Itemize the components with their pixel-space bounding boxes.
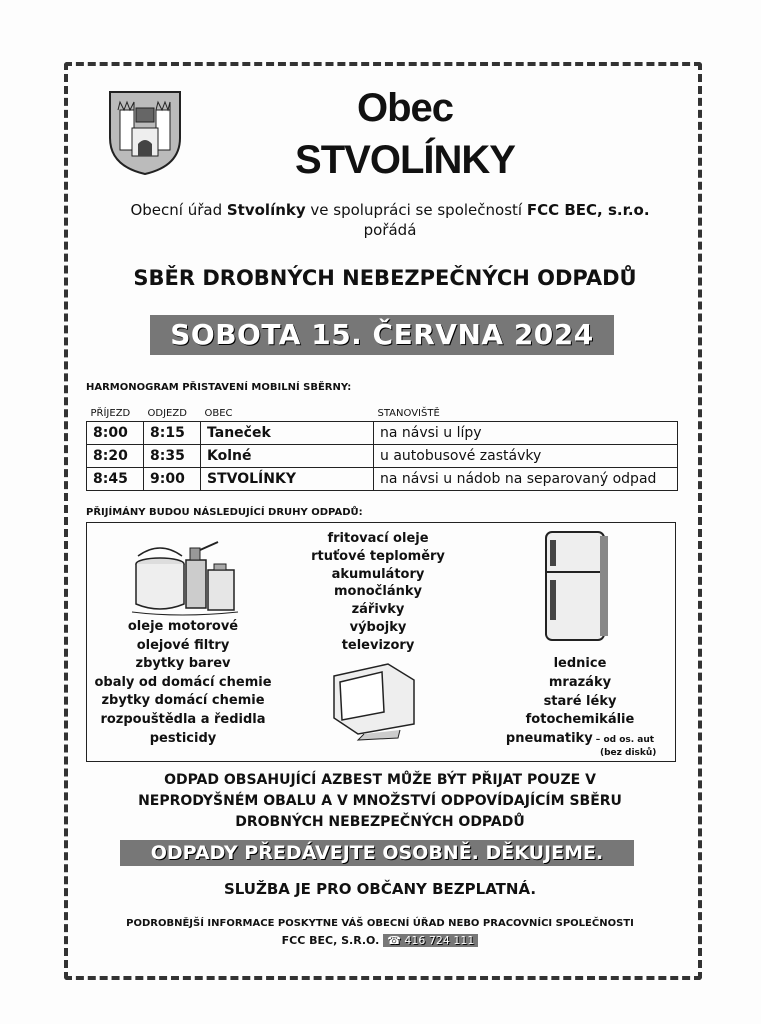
event-headline: SBĚR DROBNÝCH NEBEZPEČNÝCH ODPADŮ bbox=[133, 266, 637, 290]
table-row bbox=[87, 468, 678, 491]
tyres-note: – od os. aut bbox=[592, 735, 655, 746]
intro-middle: ve spolupráci se společností bbox=[305, 201, 527, 219]
list-item: výbojky bbox=[349, 619, 407, 635]
list-item: fritovací oleje bbox=[327, 531, 429, 546]
table-row bbox=[87, 422, 678, 445]
header-depart: ODJEZD bbox=[147, 408, 187, 419]
phone-number: ☎ 416 724 111 bbox=[383, 934, 478, 947]
intro-company-name: FCC BEC, s.r.o. bbox=[526, 201, 650, 219]
asbestos-line: ODPAD OBSAHUJÍCÍ AZBEST MŮŽE BÝT PŘIJAT POUZE V bbox=[164, 772, 596, 788]
location: na návsi u lípy bbox=[374, 422, 678, 445]
asbestos-notice bbox=[90, 770, 670, 833]
free-service-note bbox=[100, 880, 660, 898]
fridge-icon bbox=[540, 528, 612, 644]
list-item: staré léky bbox=[543, 693, 617, 709]
intro-text bbox=[100, 200, 680, 240]
waste-list-right bbox=[490, 655, 670, 750]
arrive-time: 8:20 bbox=[87, 445, 144, 468]
list-item: oleje motorové bbox=[127, 619, 239, 634]
village-name: Taneček bbox=[201, 422, 374, 445]
list-item: akumulátory bbox=[331, 566, 425, 582]
intro-prefix: Obecní úřad bbox=[130, 201, 227, 219]
page-title-line2: STVOLÍNKY bbox=[295, 138, 515, 182]
asbestos-line: DROBNÝCH NEBEZPEČNÝCH ODPADŮ bbox=[235, 814, 525, 830]
header-arrive: PŘÍJEZD bbox=[90, 408, 131, 419]
info-company: FCC BEC, S.R.O. bbox=[281, 934, 380, 947]
list-item: zbytky barev bbox=[135, 656, 231, 672]
schedule-title: HARMONOGRAM PŘISTAVENÍ MOBILNÍ SBĚRNY: bbox=[86, 382, 352, 393]
paint-cans-icon bbox=[130, 538, 240, 618]
location: na návsi u nádob na separovaný odpad bbox=[374, 468, 678, 491]
tyres-label: pneumatiky bbox=[505, 731, 593, 747]
info-line-2 bbox=[80, 934, 680, 947]
free-emphasis: BEZPLATNÁ. bbox=[432, 880, 537, 898]
intro-suffix: pořádá bbox=[363, 221, 417, 239]
schedule-table bbox=[86, 408, 678, 491]
list-item: rozpouštědla a ředidla bbox=[100, 711, 266, 727]
date-banner: SOBOTA 15. ČERVNA 2024 bbox=[150, 315, 614, 355]
list-item: televizory bbox=[341, 637, 415, 653]
list-item: rtuťové teploměry bbox=[311, 548, 445, 564]
depart-time: 9:00 bbox=[144, 468, 201, 491]
header-village: OBEC bbox=[204, 408, 233, 419]
waste-list-left bbox=[88, 618, 278, 748]
location: u autobusové zastávky bbox=[374, 445, 678, 468]
list-item: zářivky bbox=[351, 602, 405, 618]
coat-of-arms-icon bbox=[106, 88, 184, 176]
arrive-time: 8:00 bbox=[87, 422, 144, 445]
asbestos-line: NEPRODYŠNÉM OBALU A V MNOŽSTVÍ ODPOVÍDAJÍCÍM SBĚRU bbox=[138, 793, 622, 809]
list-item: fotochemikálie bbox=[525, 712, 635, 728]
header-location: STANOVIŠTĚ bbox=[377, 408, 440, 419]
list-item bbox=[490, 730, 670, 750]
accepted-waste-title: PŘIJÍMÁNY BUDOU NÁSLEDUJÍCÍ DRUHY ODPADŮ: bbox=[86, 507, 363, 518]
village-name: Kolné bbox=[201, 445, 374, 468]
info-line-1: PODROBNĚJŠÍ INFORMACE POSKYTNE VÁŠ OBECNÍ ÚŘAD NEBO PRACOVNÍCI SPOLEČNOSTI bbox=[126, 918, 634, 929]
depart-time: 8:35 bbox=[144, 445, 201, 468]
intro-village-name: Stvolínky bbox=[226, 201, 306, 219]
free-prefix: SLUŽBA JE PRO OBČANY bbox=[223, 880, 433, 898]
table-row bbox=[87, 445, 678, 468]
list-item: lednice bbox=[553, 656, 607, 671]
list-item: monočlánky bbox=[334, 584, 422, 600]
village-name: STVOLÍNKY bbox=[201, 468, 374, 491]
thanks-banner: ODPADY PŘEDÁVEJTE OSOBNĚ. DĚKUJEME. bbox=[120, 840, 634, 866]
list-item: olejové filtry bbox=[136, 637, 230, 653]
list-item: obaly od domácí chemie bbox=[94, 674, 272, 690]
waste-list-middle bbox=[288, 530, 468, 655]
arrive-time: 8:45 bbox=[87, 468, 144, 491]
depart-time: 8:15 bbox=[144, 422, 201, 445]
page-title-line1: Obec bbox=[356, 86, 454, 130]
tyres-note-rims: (bez disků) bbox=[600, 748, 657, 758]
crt-monitor-icon bbox=[328, 660, 420, 742]
list-item: pesticidy bbox=[149, 730, 217, 746]
list-item: zbytky domácí chemie bbox=[101, 693, 265, 709]
list-item: mrazáky bbox=[548, 674, 612, 690]
